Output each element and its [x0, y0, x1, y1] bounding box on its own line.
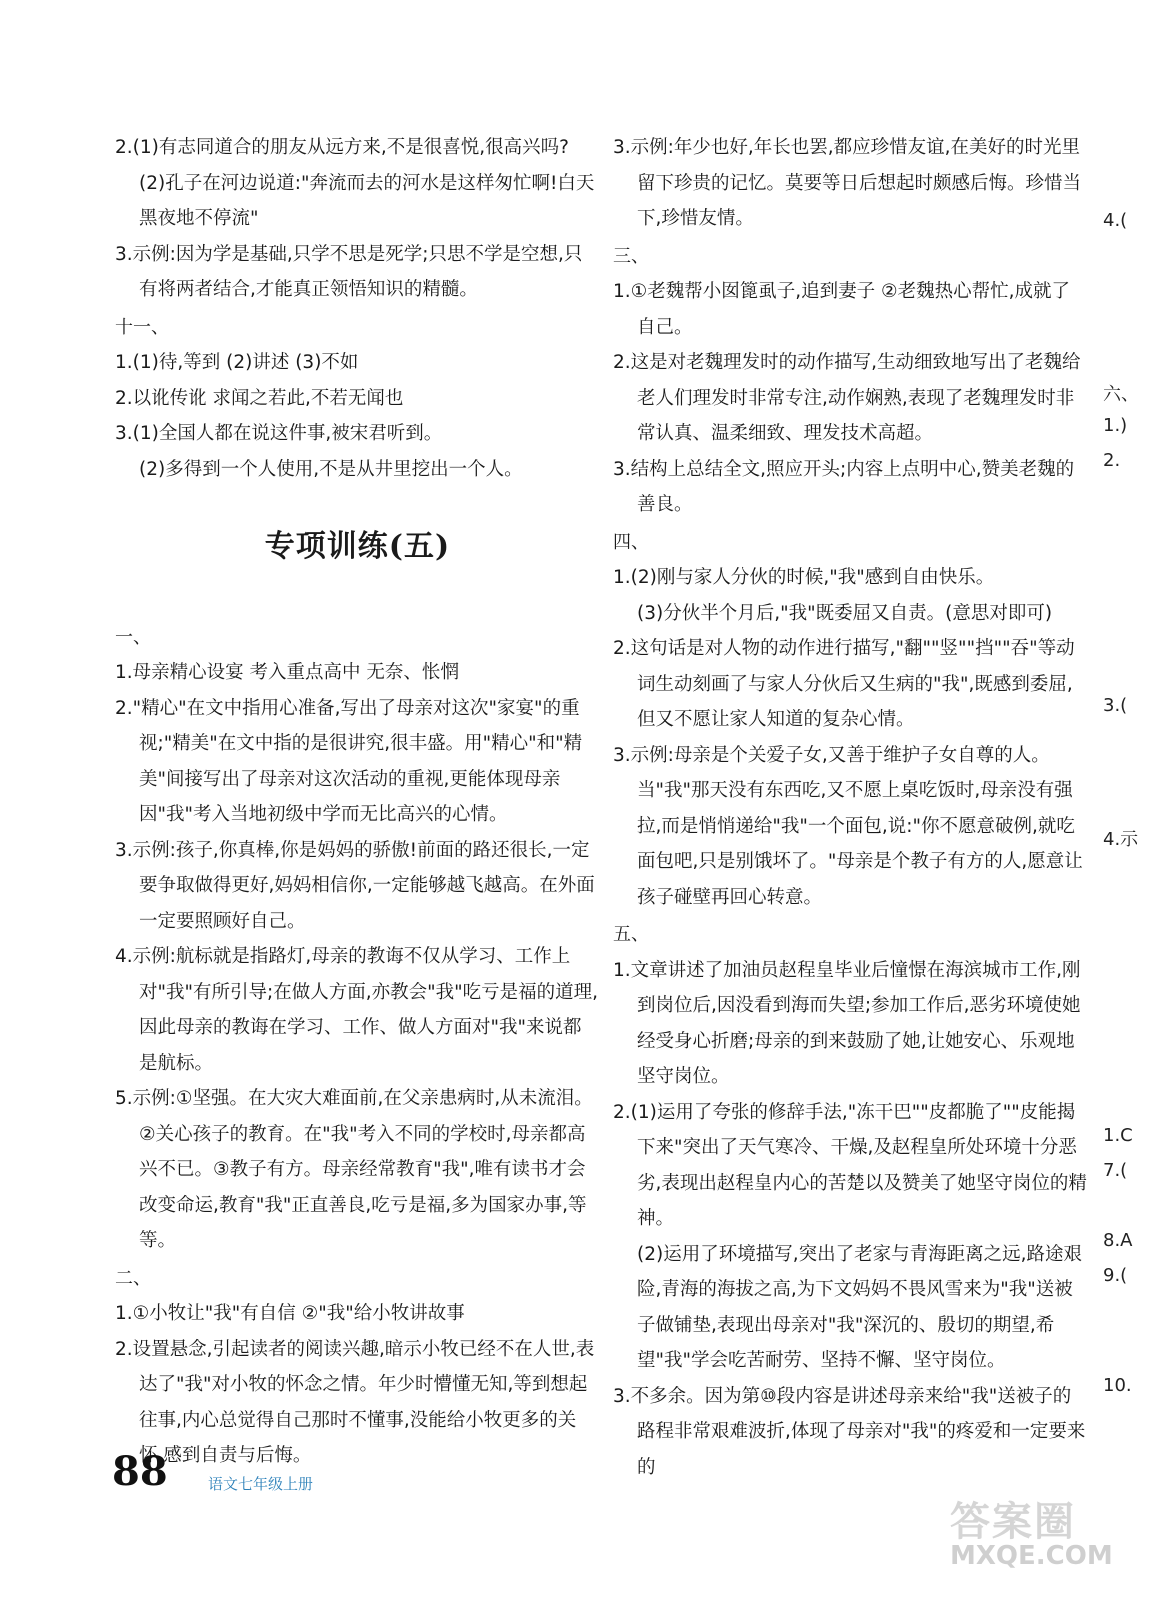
watermark-url: MXQE.COM — [950, 1541, 1113, 1571]
watermark-logo: 答案圈 — [950, 1499, 1076, 1545]
section-heading: 三、 — [613, 245, 649, 267]
answer-line: 1.①老魏帮小囡篦虱子,追到妻子 ②老魏热心帮忙,成就了自己。 — [613, 281, 1070, 338]
answer-line: 2.这句话是对人物的动作进行描写,"翻""竖""挡""吞"等动词生动刻画了与家人分伙后又生病的"我",既感到委屈,但又不愿让家人知道的复杂心情。 — [613, 638, 1075, 730]
edge-fragment: 7.( — [1103, 1160, 1128, 1181]
answer-line: 3.(1)全国人都在说这件事,被宋君听到。 — [115, 423, 443, 444]
answer-line: 1.(1)待,等到 (2)讲述 (3)不如 — [115, 352, 359, 373]
answer-line: 1.文章讲述了加油员赵程皇毕业后憧憬在海滨城市工作,刚到岗位后,因没看到海而失望;参加工作后,恶劣环境使她经受身心折磨;母亲的到来鼓励了她,让她安心、乐观地坚守岗位。 — [613, 959, 1081, 1087]
edge-fragment: 1.) — [1103, 415, 1128, 436]
page-number: 88 — [112, 1448, 168, 1495]
answer-line: 3.示例:年少也好,年长也罢,都应珍惜友谊,在美好的时光里留下珍贵的记忆。莫要等日后想起时颇感后悔。珍惜当下,珍惜友情。 — [613, 137, 1082, 229]
answer-line: 3.示例:孩子,你真棒,你是妈妈的骄傲!前面的路还很长,一定要争取做得更好,妈妈相信你,一定能够越飞越高。在外面一定要照顾好自己。 — [115, 839, 595, 932]
edge-fragment: 4.示 — [1103, 829, 1139, 850]
answer-line: 1.①小牧让"我"有自信 ②"我"给小牧讲故事 — [115, 1303, 465, 1324]
right-column — [613, 130, 1088, 1485]
section-heading: 二、 — [115, 1267, 151, 1289]
answer-line: 2.(1)运用了夸张的修辞手法,"冻干巴""皮都脆了""皮能揭下来"突出了天气寒冷、干燥,及赵程皇所处环境十分恶劣,表现出赵程皇内心的苦楚以及赞美了她坚守岗位的精神。 — [613, 1101, 1087, 1229]
answer-line: (2)多得到一个人使用,不是从井里挖出一个人。 — [139, 458, 523, 480]
section-title: 专项训练(五) — [264, 529, 451, 564]
edge-fragment: 4.( — [1103, 210, 1128, 231]
answer-line: 5.示例:①坚强。在大灾大难面前,在父亲患病时,从未流泪。②关心孩子的教育。在"我"考入不同的学校时,母亲都高兴不已。③教子有方。母亲经常教育"我",唯有读书才会改变命运,教育"我"正直善良,吃亏是福,多为国家办事,等等。 — [115, 1088, 593, 1251]
answer-line: 3.结构上总结全文,照应开头;内容上点明中心,赞美老魏的善良。 — [613, 458, 1075, 515]
left-column — [115, 130, 600, 1474]
book-subject-label: 语文七年级上册 — [208, 1475, 314, 1493]
answer-line: 2.(1)有志同道合的朋友从远方来,不是很喜悦,很高兴吗? — [115, 137, 569, 158]
answer-line: 2.这是对老魏理发时的动作描写,生动细致地写出了老魏给老人们理发时非常专注,动作娴熟,表现了老魏理发时非常认真、温柔细致、理发技术高超。 — [613, 352, 1081, 444]
section-heading: 五、 — [613, 924, 649, 945]
answer-line: (2)孔子在河边说道:"奔流而去的河水是这样匆忙啊!白天黑夜地不停流" — [139, 172, 595, 229]
edge-fragment: 3.( — [1103, 695, 1128, 716]
edge-fragment: 1.C — [1103, 1125, 1133, 1146]
section-heading: 四、 — [613, 531, 649, 553]
watermark — [950, 1490, 1130, 1590]
answer-line: 2.设置悬念,引起读者的阅读兴趣,暗示小牧已经不在人世,表达了"我"对小牧的怀念之情。年少时懵懂无知,等到想起往事,内心总觉得自己那时不懂事,没能给小牧更多的关怀,感到自责与后悔。 — [115, 1338, 595, 1466]
answer-line: 1.母亲精心设宴 考入重点高中 无奈、怅惘 — [115, 662, 459, 683]
answer-line: 2.以讹传讹 求闻之若此,不若无闻也 — [115, 387, 404, 409]
answer-line: 1.(2)刚与家人分伙的时候,"我"感到自由快乐。 — [613, 567, 995, 588]
section-heading: 十一、 — [115, 316, 169, 338]
section-heading: 一、 — [115, 626, 151, 648]
answer-line: 4.示例:航标就是指路灯,母亲的教诲不仅从学习、工作上对"我"有所引导;在做人方面,亦教会"我"吃亏是福的道理,因此母亲的教诲在学习、工作、做人方面对"我"来说都是航标。 — [115, 946, 599, 1074]
edge-fragment: 8.A — [1103, 1230, 1133, 1251]
answer-line: 2."精心"在文中指用心准备,写出了母亲对这次"家宴"的重视;"精美"在文中指的是很讲究,很丰盛。用"精心"和"精美"间接写出了母亲对这次活动的重视,更能体现母亲因"我"考入当地初级中学而无比高兴的心情。 — [115, 697, 583, 825]
answer-line: (3)分伙半个月后,"我"既委屈又自责。(意思对即可) — [637, 602, 1053, 624]
answer-line: 3.示例:母亲是个关爱子女,又善于维护子女自尊的人。当"我"那天没有东西吃,又不愿上桌吃饭时,母亲没有强拉,而是悄悄递给"我"一个面包,说:"你不愿意破例,就吃面包吧,只是别饿坏了。"母亲是个教子有方的人,愿意让孩子碰壁再回心转意。 — [613, 744, 1083, 908]
edge-fragment: 10. — [1103, 1375, 1132, 1396]
answer-line: 3.示例:因为学是基础,只学不思是死学;只思不学是空想,只有将两者结合,才能真正领悟知识的精髓。 — [115, 243, 583, 300]
adjacent-column-fragments — [1100, 130, 1153, 1430]
edge-fragment: 六、 — [1103, 384, 1139, 405]
edge-fragment: 9.( — [1103, 1265, 1128, 1286]
edge-fragment: 2. — [1103, 450, 1121, 471]
answer-line: (2)运用了环境描写,突出了老家与青海距离之远,路途艰险,青海的海拔之高,为下文妈妈不畏风雪来为"我"送被子做铺垫,表现出母亲对"我"深沉的、殷切的期望,希望"我"学会吃苦耐劳、坚持不懈、坚守岗位。 — [637, 1243, 1082, 1371]
answer-line: 3.不多余。因为第⑩段内容是讲述母亲来给"我"送被子的路程非常艰难波折,体现了母亲对"我"的疼爱和一定要来的 — [613, 1385, 1086, 1478]
